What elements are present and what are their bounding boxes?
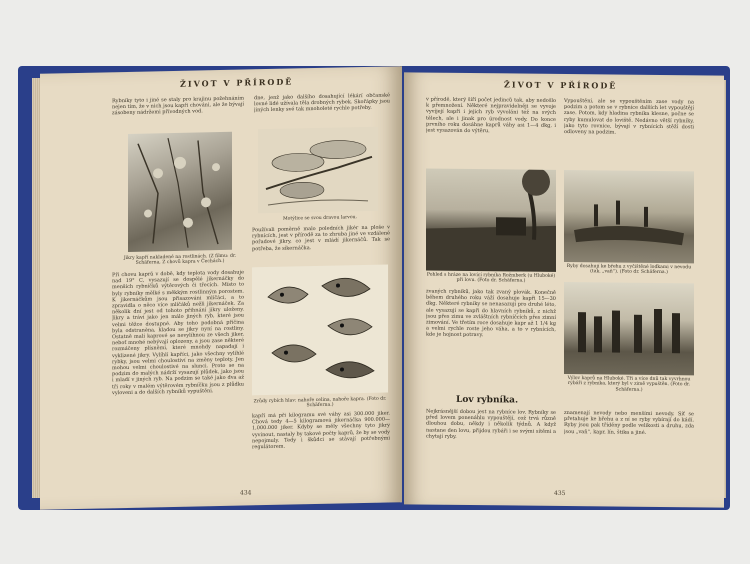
caption-pond: Pohled s hráze na lovící rybníka Rožmberk (u Hluboké) při lovu. (Foto dr. Schäferna.) [426, 272, 556, 285]
photo-carp-eggs [128, 132, 232, 252]
photo-hluboka-harvest [564, 282, 694, 375]
caption-fish: Zrůdy rybích hlav: nahoře celina, nahoře kapra. (Foto dr. Schäferna.) [253, 396, 387, 409]
text-block: Rybníky tyto i jiné se staly pro krajinu požehnáním nejen tím, že v nich jsou kapři chováni, ale že bývají zásobeny nádržemi přívodných vod. [112, 95, 244, 117]
right-page [404, 72, 724, 507]
text-block: kapří má při kilogramu své váhy asi 300.000 jiker. Chová tedy 4—5 kilogramová jikernáčka 900.000—1,000.000 jiker. Kdyby se měly všechny tyto jikry vyvinout, nastaly by takové počty kaprů, že by se vody nepojmuly. Tedy i škůdci se stávají potřebnými regulátorem. [252, 410, 390, 451]
page-number: 434 [240, 489, 252, 497]
dragonfly-drawing [258, 127, 378, 214]
running-header: ŽIVOT V PŘÍRODĚ [180, 76, 294, 89]
eggs-illustration [128, 132, 232, 252]
caption-eggs: Jikry kapří nakladené na rostlinách. (Z filmu: dr. Schäferna, Z chovů kapra v Čechách.) [123, 253, 237, 267]
harvest-scene [564, 282, 694, 375]
left-page [40, 66, 402, 510]
text-block: v přírodě, který šíří počet jedinců tak, aby nedošlo k přemnožení. Některé nejpravidelněji se vyvoje vyvíjejí kapři i jejich ryb vyvoláni též na svých tělech, ale i jinak pro úrodnost vody. Do konce prvního roku dosáhne kaprů váhy asi 1—4 dkg, i jest vysazován do výtěru. [426, 96, 556, 135]
page-number: 435 [554, 489, 566, 498]
text-block: Používali poměrně malo poledních jikér na ploše v rybnících, jest v přírodě za to zhruba jiné ve vzdálené pořadové jikry, co jest v mládí jikernáčů. Tak se potřeba, že síkernáčka. [252, 224, 390, 252]
section-title: Lov rybníka. [456, 394, 519, 406]
text-block: znamenají nevody nebo menšími nevody. Síť se přetahuje ke břehu a z ní se ryby vybírají do kádí. Ryby jsou pak tříděny podle velikosti a druhu, zda jsou „vaň“, kapr, lín, štika a jiné. [564, 410, 694, 436]
text-block: Nejkrásnější dobou jest na rybníce lov. Rybníky se před lovem ponenáhlu vypouštějí, což trvá různě dlouhou dobu, někdy i několik týdnů. A když nastane den lovu, přijdou rybáři i se svými sítěmi a chytají ryby. [426, 408, 556, 440]
text-block: Vypouštění, ale se vypouštěním zase vody na podzim a potom se v rybníce dalších let vypouštějí zase. Potom, kdy hladina rybníka klesne, počne se ryby kumulovat do loviště. Nedávno větší rybníky, jako tyto rovnice, bývají v rybnících stěží dosti odloveny na podzim. [564, 98, 694, 136]
caption-dragonfly: Motýlice se svou dravou larvou. [282, 215, 358, 222]
photo-rozmberk-pond [426, 169, 556, 272]
fish-heads-drawing [252, 265, 388, 396]
running-header: ŽIVOT V PŘÍRODĚ [504, 79, 618, 91]
photo-fish-heads [252, 265, 388, 396]
caption-harvest: Výlov kaprů na Hluboké. Tři a více dnů tak vyvrhnou rybáři z rybníka, který byl v zimě vypuštěn. (Foto dr. Schäferna.) [567, 376, 691, 393]
open-book [28, 68, 728, 508]
pond-scene [426, 169, 556, 272]
illustration-dragonfly [258, 127, 378, 214]
boats-scene [564, 170, 694, 263]
text-block: zvaných rybníků, jako tak zvaný plovák. Konečně během druhého roku váží dosahuje kapři 15—30 dkg. Některé rybníky se nenasazují pro druhé léto, ale vysazují se kapři do hlavních rybníků, z nichž jsou přes zimu ve zvláštních rybníčcích přes zimní zimování. Ve třetím roce dosahuje kapr až 1 1/4 kg a velmi rychle roste jeho váha, a to v rybnících, kde je hojnost potravy. [426, 288, 556, 339]
text-block: dne, jenž jako dalšího dosahující lékárí občanské lovné lidé užívala těla drobných rybek. Skořápky jsou jiných lenky své tak mnoholeté rychle potřeby. [254, 92, 390, 114]
text-column-left: Při chovu kaprů v době, kdy teplota vody dosahuje nad 19° C, vysazují se dospělé jikernáčky do menších rybníčků výtěrových či třecích. Místo to byly rybníky mělké s měkkým rostlinným porostem. K jikernáčkům jsou přisazováni mlíčáci, a to zpravidla o něco více mlíčáků nežli jikernáček. Za několik dní jest od tohoto přihnání jikry uloženy. Jikry a tráví jako jen málo jiných ryb, které jsou velmi těžce dostupné. Aby toho podobná příčina byla odstraněna, kladou se jikry nyní na rostliny. Ostatně malí kaprové se nevylíhnou ze všech jiker, neboť mnohé nebývají oplozeny, a jsou zase některé rozmáčeny plísněmi, které mnohdy napadají i vyklizené jikry. Vylíhlí kapříci, jako všechny vylíhlé rybky, jsou velmi choulostiví na změny teploty. Jen mohou velmi choulostivé na slunci. Proto se na podzim do malých nádrží vysazují plůdek, jako jsou i mladí v jiných ryb. Na podzim se také jako dva až tři roky v malém výtěrovém rybníčku jsou z plůdku vyloveni a do dalších rybníků vypuštěni. [112, 269, 244, 397]
photo-fishermen-boats [564, 170, 694, 263]
caption-boats: Ryby dosahují ke břehu z vyčištěné loďkami v nevodu (tak. „vaň“). (Foto dr. Schäferna.) [566, 264, 692, 276]
